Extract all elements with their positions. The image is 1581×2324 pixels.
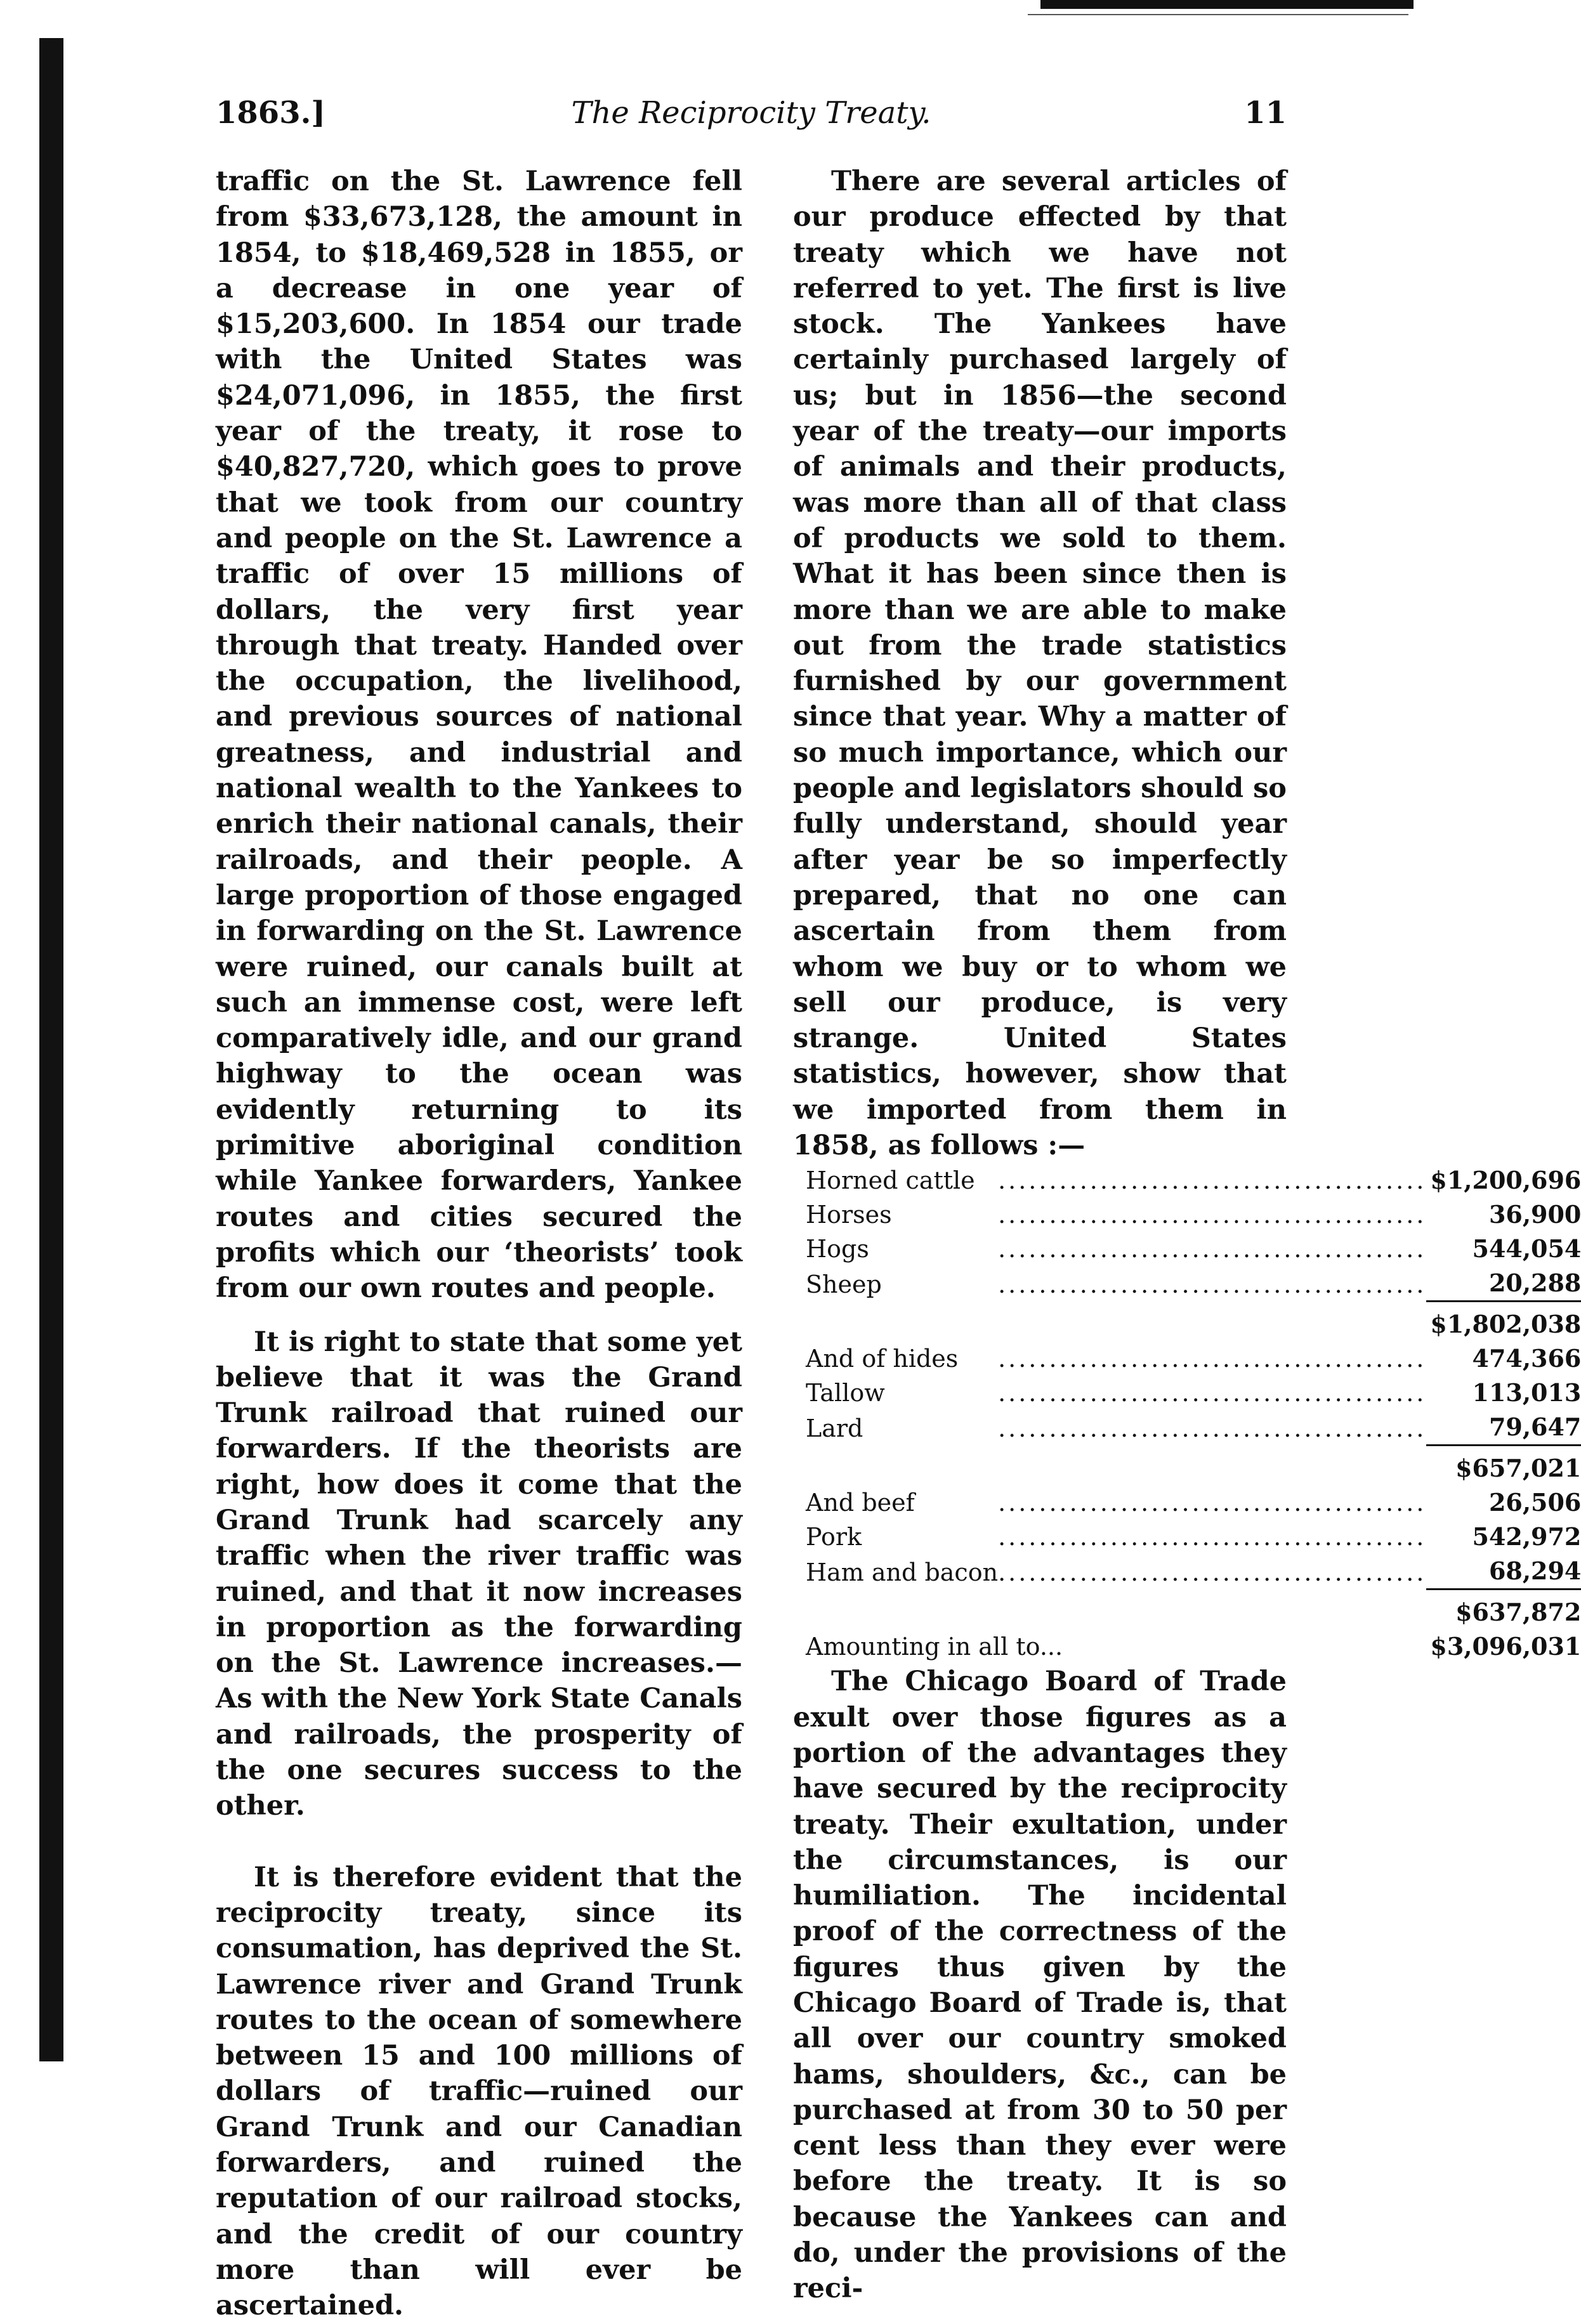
grand-total-label: Amounting in all to... <box>806 1633 1063 1661</box>
paragraph: The Chicago Board of Trade exult over those figures as a portion of the advantages they have secured by the reciprocity treaty. Their exultation, under the circumstances, is our humiliation. The incidental proof of the correctness of the figures thus given by the Chicago Board of Trade is, that all over our country smoked hams, shoulders, &c., can be purchased at from 30 to 50 per cent less than they ever were before the treaty. It is so because the Yankees can and do, under the provisions of the reci- <box>793 1666 1287 2305</box>
paragraph: It is right to state that some yet believe that it was the Grand Trunk railroad that ruined our forwarders. If the theorists are right, how does it come that the Grand Trunk had scarcely any traffic when the river traffic was ruined, and that it now increases in proportion as the forwarding on the St. Lawrence increases.— As with the New York State Canals and railroads, the prosperity of the one secures success to the other. <box>216 1326 742 1822</box>
row-label: And beef <box>806 1489 915 1517</box>
table-row: Hogs .......................................... 544,054 <box>806 1232 1581 1266</box>
row-value: 542,972 <box>1472 1522 1581 1551</box>
header-year: 1863.] <box>216 95 326 131</box>
table-row: Lard .......................................... 79,647 <box>806 1410 1581 1446</box>
row-label: Horned cattle <box>806 1166 975 1195</box>
top-border-rule <box>1040 0 1414 9</box>
table-row: Pork .......................................... 542,972 <box>806 1520 1581 1554</box>
subtotal-row <box>806 1446 1581 1486</box>
header-title: The Reciprocity Treaty. <box>571 95 931 131</box>
row-value: 68,294 <box>1488 1557 1581 1586</box>
row-label: Ham and bacon <box>806 1558 999 1586</box>
row-label: Lard <box>806 1414 863 1442</box>
table-row: Horses .......................................... 36,900 <box>806 1198 1581 1232</box>
paragraph: There are several articles of our produce effected by that treaty which we have not referred to yet. The first is live stock. The Yankees have certainly purchased largely of us; but in 1856—the second year of the treaty—our imports of animals and their products, was more than all of that class of products we sold to them. What it has been since then is more than we are able to make out from the trade statistics furnished by our government since that year. Why a matter of so much importance, which our people and legislators should so fully understand, should year after year be so imperfectly prepared, that no one can ascertain from them from whom we buy or to whom we sell our produce, is very strange. United States statistics, however, show that we imported from them in 1858, as follows :— <box>793 166 1287 1162</box>
table-row: And beef .......................................... 26,506 <box>806 1485 1581 1520</box>
subtotal-value: $1,802,038 <box>1426 1302 1581 1342</box>
import-statistics-table <box>806 1163 1581 1664</box>
row-value: 79,647 <box>1488 1413 1581 1442</box>
row-label: Hogs <box>806 1235 869 1263</box>
table-row: And of hides .......................................... 474,366 <box>806 1342 1581 1376</box>
grand-total-value: $3,096,031 <box>1430 1632 1581 1661</box>
row-label: And of hides <box>806 1345 959 1373</box>
left-column <box>216 164 742 2324</box>
subtotal-value: $657,021 <box>1426 1446 1581 1486</box>
row-value: 544,054 <box>1472 1234 1581 1263</box>
table-row: Tallow .......................................... 113,013 <box>806 1376 1581 1410</box>
row-value: 36,900 <box>1488 1200 1581 1229</box>
page-number: 11 <box>1244 95 1287 131</box>
paragraph: traffic on the St. Lawrence fell from $33,673,128, the amount in 1854, to $18,469,528 in 1855, or a decrease in one year of $15,203,600. In 1854 our trade with the United States was $24,071,096, in 1855, the first year of the treaty, it rose to $40,827,720, which goes to prove that we took from our country and people on the St. Lawrence a traffic of over 15 millions of dollars, the very first year through that treaty. Handed over the occupation, the livelihood, and previous sources of national greatness, and industrial and national wealth to the Yankees to enrich their national canals, their railroads, and their people. A large proportion of those engaged in forwarding on the St. Lawrence were ruined, our canals built at such an immense cost, were left comparatively idle, and our grand highway to the ocean was evidently returning to its primitive aboriginal condition while Yankee forwarders, Yankee routes and cities secured the profits which our ‘theorists’ took from our own routes and people. <box>216 166 742 1305</box>
row-label: Pork <box>806 1523 862 1551</box>
row-label: Horses <box>806 1201 892 1229</box>
subtotal-row <box>806 1590 1581 1630</box>
row-value: 474,366 <box>1472 1344 1581 1373</box>
top-thin-rule <box>1028 14 1408 15</box>
row-label: Tallow <box>806 1379 885 1407</box>
book-spine-shadow <box>39 38 63 2061</box>
paragraph: It is therefore evident that the reciprocity treaty, since its consumation, has deprived the St. Lawrence river and Grand Trunk routes to the ocean of somewhere between 15 and 100 millions of dollars of traffic—ruined our Grand Trunk and our Canadian forwarders, and ruined the reputation of our railroad stocks, and the credit of our country more than will ever be ascertained. <box>216 1861 742 2322</box>
running-header <box>216 95 1287 140</box>
right-column <box>793 164 1581 2307</box>
table-row: Ham and bacon .......................................... 68,294 <box>806 1554 1581 1590</box>
row-value: $1,200,696 <box>1430 1166 1581 1195</box>
table-row: Sheep .......................................... 20,288 <box>806 1266 1581 1302</box>
row-label: Sheep <box>806 1270 882 1298</box>
row-value: 113,013 <box>1472 1378 1581 1407</box>
subtotal-value: $637,872 <box>1426 1590 1581 1630</box>
row-value: 20,288 <box>1488 1269 1581 1298</box>
table-row: Horned cattle .......................................... $1,200,696 <box>806 1163 1581 1198</box>
grand-total-row <box>806 1629 1581 1664</box>
subtotal-row <box>806 1302 1581 1342</box>
row-value: 26,506 <box>1488 1488 1581 1517</box>
